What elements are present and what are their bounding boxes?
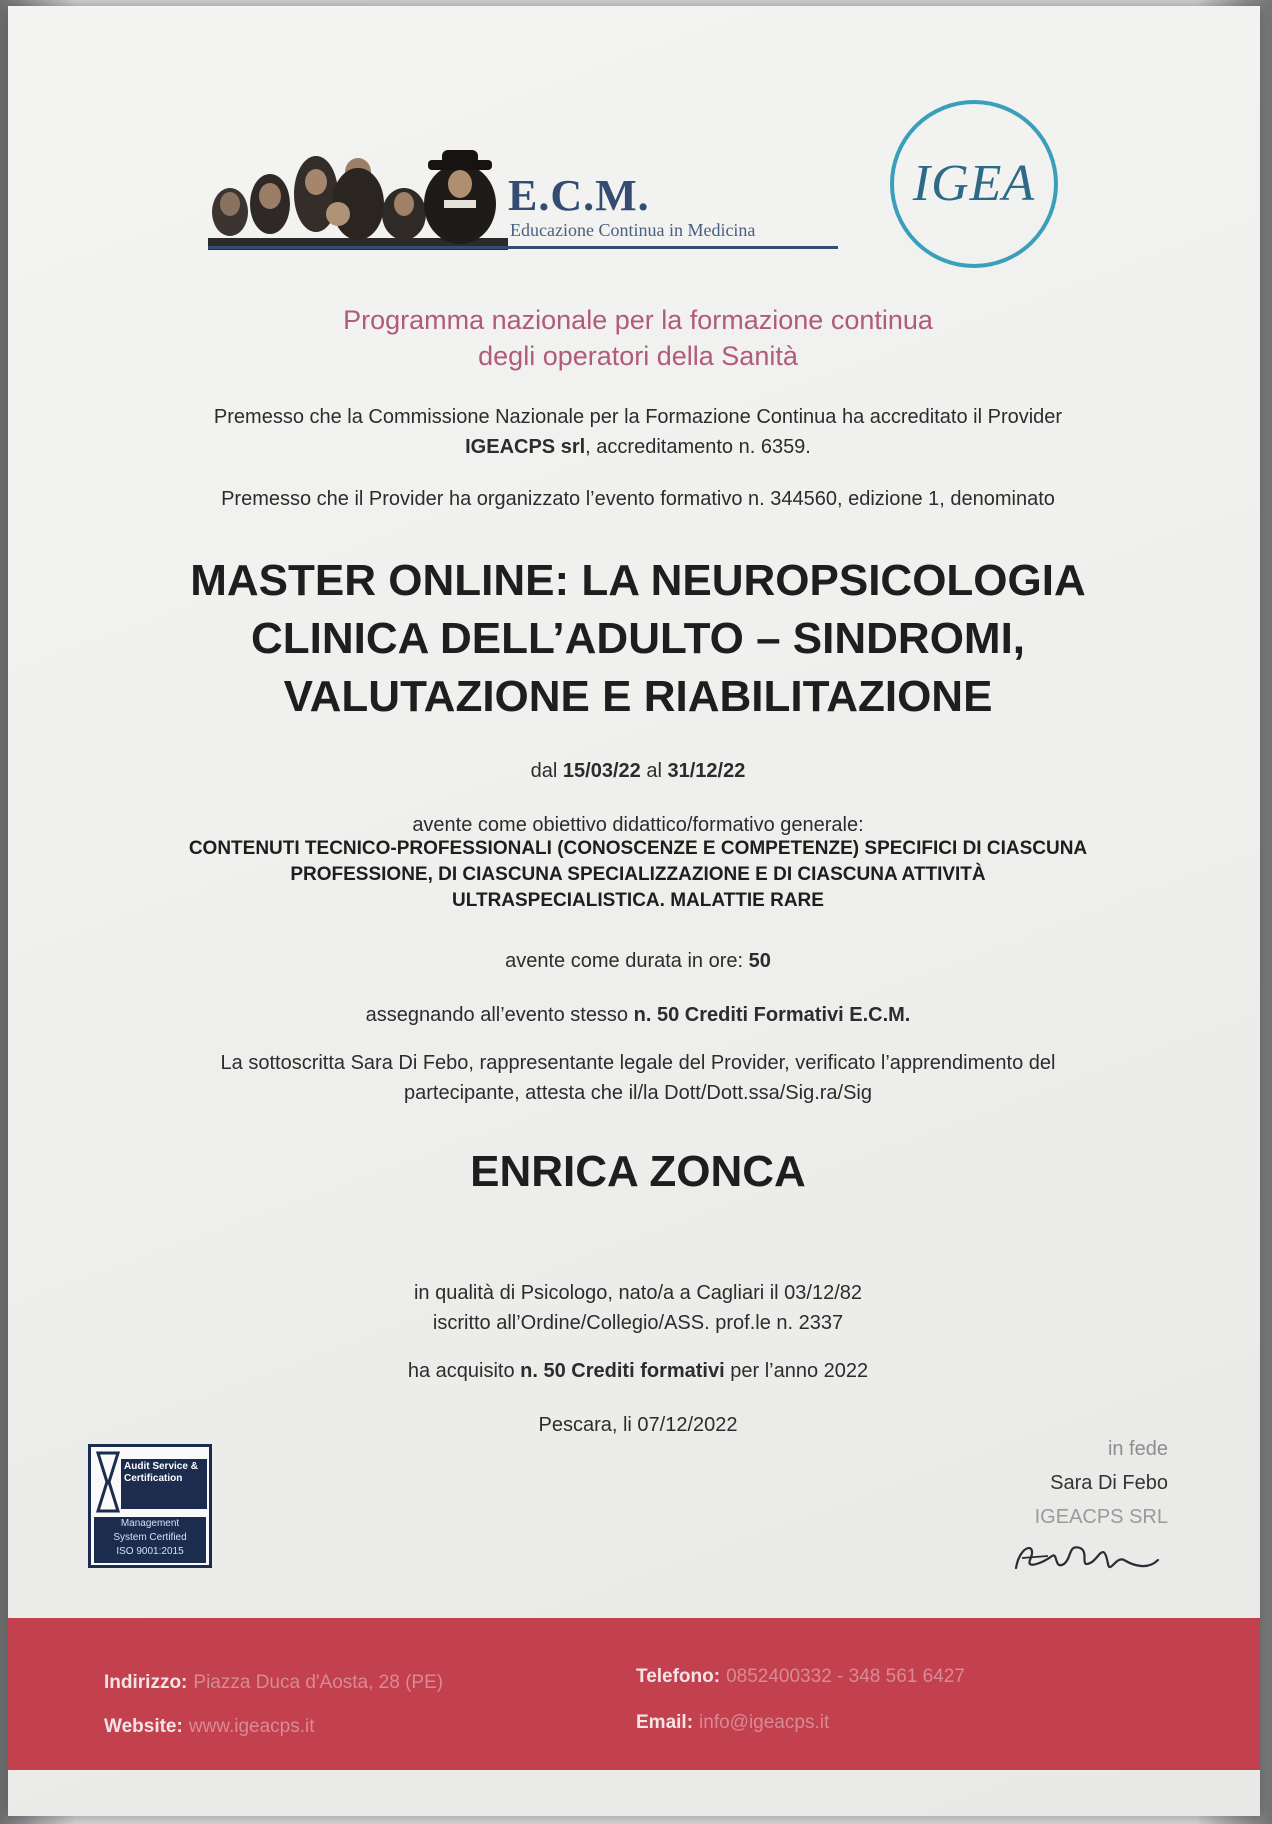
objective-text (78, 836, 1198, 914)
iso-badge-line1: Management (120, 1518, 180, 1529)
signatory-statement (68, 1048, 1208, 1108)
duration-label: avente come durata in ore: (505, 950, 744, 972)
ecm-portrait-figures-icon (208, 142, 508, 250)
objective-line3: ULTRASPECIALISTICA. MALATTIE RARE (452, 890, 824, 911)
footer-email (636, 1710, 829, 1736)
signature-name: Sara Di Febo (1050, 1472, 1168, 1494)
qualification-line1: in qualità di Psicologo, nato/a a Cagliari il 03/12/82 (413, 1282, 863, 1304)
acquired-suffix: per l’anno 2022 (730, 1360, 869, 1382)
credits-prefix: assegnando all’evento stesso (365, 1004, 629, 1026)
credits-value: n. 50 Crediti Formativi E.C.M. (633, 1004, 911, 1026)
event-dates (68, 756, 1208, 786)
program-heading (68, 302, 1208, 374)
start-date: 15/03/22 (562, 760, 641, 782)
footer-phone-value: 0852400332 - 348 561 6427 (726, 1666, 965, 1687)
hourglass-icon (95, 1451, 121, 1513)
footer-website (104, 1714, 315, 1740)
footer-email-value: info@igeacps.it (699, 1712, 830, 1733)
objective-line2: PROFESSIONE, DI CIASCUNA SPECIALIZZAZIONE E DI CIASCUNA ATTIVITÀ (290, 864, 986, 885)
footer-phone-label: Telefono: (636, 1666, 721, 1687)
place-and-date: Pescara, li 07/12/2022 (538, 1414, 738, 1436)
participant-name: ENRICA ZONCA (470, 1147, 806, 1196)
event-duration (68, 946, 1208, 976)
footer-website-value: www.igeacps.it (188, 1716, 315, 1737)
signature-block (968, 1432, 1168, 1534)
ecm-logo-title: E.C.M. (508, 171, 650, 220)
event-title-line3: VALUTAZIONE E RIABILITAZIONE (283, 672, 993, 721)
premise-event: Premesso che il Provider ha organizzato l’evento formativo n. 344560, edizione 1, denominato (221, 488, 1055, 510)
premise-accreditation-line1: Premesso che la Commissione Nazionale per la Formazione Continua ha accreditato il Provider (213, 406, 1063, 428)
signatory-statement-line2: partecipante, attesta che il/la Dott/Dott.ssa/Sig.ra/Sig (403, 1082, 873, 1104)
footer-address (104, 1670, 443, 1696)
program-heading-line2: degli operatori della Sanità (478, 341, 798, 371)
event-title (68, 552, 1208, 726)
event-credits (68, 1000, 1208, 1030)
acquired-credits (68, 1356, 1208, 1386)
premise-accreditation-line2 (68, 432, 1208, 462)
footer-website-label: Website: (104, 1716, 183, 1737)
signature-company: IGEACPS SRL (1034, 1506, 1168, 1528)
acquired-prefix: ha acquisito (407, 1360, 515, 1382)
qualification-line2: iscritto all’Ordine/Collegio/ASS. prof.le n. 2337 (432, 1312, 844, 1334)
footer-phone (636, 1664, 965, 1690)
certificate-sheet (8, 6, 1260, 1816)
igea-logo (890, 100, 1058, 268)
iso-certification-badge (88, 1444, 212, 1568)
footer-email-label: Email: (636, 1712, 694, 1733)
participant-qualification (68, 1278, 1208, 1338)
footer-contact-bar (8, 1618, 1260, 1770)
event-title-line1: MASTER ONLINE: LA NEUROPSICOLOGIA (190, 556, 1086, 605)
iso-badge-line3: ISO 9001:2015 (116, 1546, 184, 1557)
objective-line1: CONTENUTI TECNICO-PROFESSIONALI (CONOSCENZE E COMPETENZE) SPECIFICI DI CIASCUNA (188, 838, 1088, 859)
ecm-logo-subtitle: Educazione Continua in Medicina (510, 220, 756, 240)
igea-logo-text: IGEA (912, 155, 1036, 212)
dates-prefix: dal (530, 760, 558, 782)
ecm-logo-underline (208, 246, 838, 249)
premise-accreditation (68, 402, 1208, 462)
iso-badge-top-text: Audit Service & Certification (121, 1459, 207, 1509)
ecm-logo (208, 134, 848, 254)
signatory-statement-line1: La sottoscritta Sara Di Febo, rappresentante legale del Provider, verificato l’apprendimento del (220, 1052, 1056, 1074)
footer-address-value: Piazza Duca d'Aosta, 28 (PE) (193, 1672, 444, 1693)
accreditation-number: , accreditamento n. 6359. (585, 436, 811, 458)
provider-name: IGEACPS srl (465, 436, 586, 458)
iso-badge-bottom (94, 1517, 206, 1563)
footer-address-label: Indirizzo: (104, 1672, 188, 1693)
signature-in-fede: in fede (1107, 1438, 1168, 1460)
acquired-credits-value: n. 50 Crediti formativi (520, 1360, 725, 1382)
dates-middle: al (646, 760, 662, 782)
iso-badge-line2: System Certified (113, 1532, 187, 1543)
duration-hours: 50 (748, 950, 771, 972)
handwritten-signature (1008, 1534, 1168, 1582)
end-date: 31/12/22 (667, 760, 746, 782)
objective-intro: avente come obiettivo didattico/formativo generale: (412, 814, 864, 836)
iso-badge-top (95, 1451, 205, 1515)
event-title-line2: CLINICA DELL’ADULTO – SINDROMI, (250, 614, 1026, 663)
program-heading-line1: Programma nazionale per la formazione continua (343, 305, 933, 335)
